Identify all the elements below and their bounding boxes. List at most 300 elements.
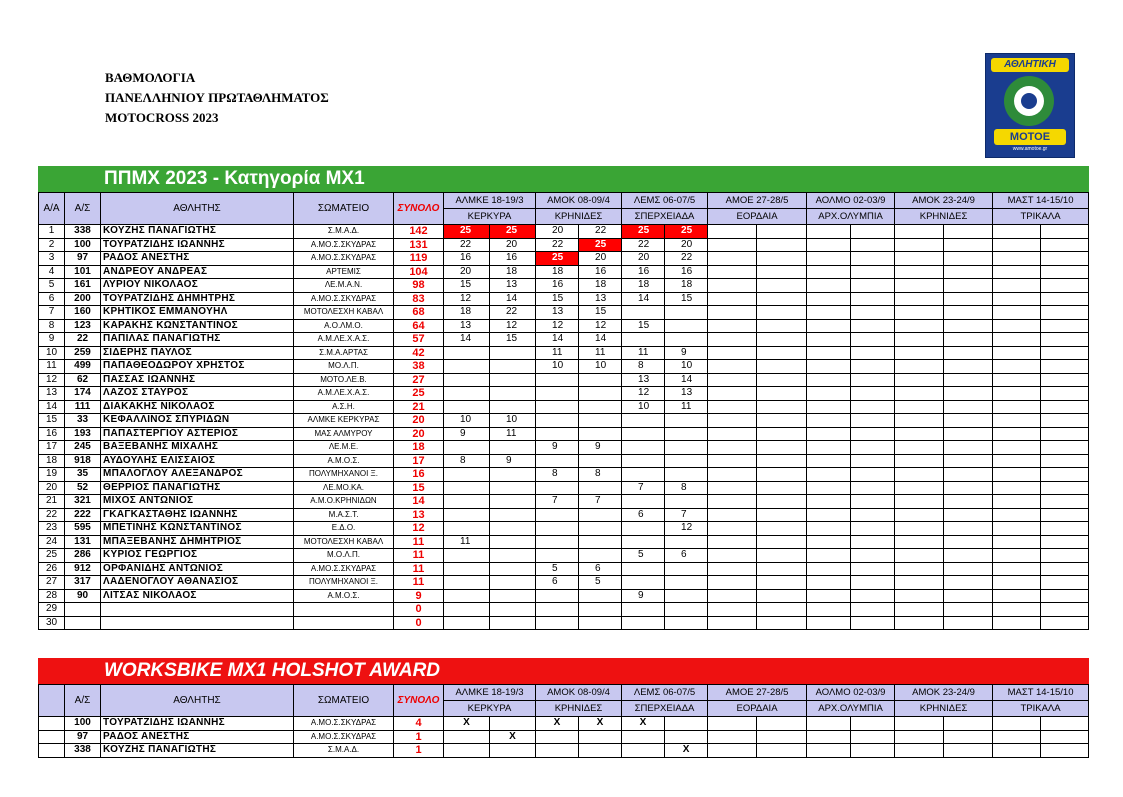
row-race-score xyxy=(579,508,622,522)
row-empty-score xyxy=(708,468,757,482)
row-race-number: 499 xyxy=(65,360,101,374)
row-race-score: 11 xyxy=(490,427,536,441)
row-race-score: 25 xyxy=(536,252,579,266)
header-round-name: ΑΟΛΜΟ 02-03/9 xyxy=(807,685,895,701)
standings-row xyxy=(39,333,1089,347)
row-empty-score xyxy=(851,427,895,441)
row-empty-score xyxy=(895,400,944,414)
row-race-score xyxy=(622,562,665,576)
row-race-score xyxy=(536,616,579,630)
row-race-score xyxy=(622,495,665,509)
row-race-number: 912 xyxy=(65,562,101,576)
standings-row xyxy=(39,481,1089,495)
row-total: 9 xyxy=(394,589,444,603)
row-empty-score xyxy=(807,549,851,563)
row-club xyxy=(294,616,394,630)
row-empty-score xyxy=(851,414,895,428)
row-empty-score xyxy=(944,279,993,293)
row-empty-score xyxy=(895,346,944,360)
row-empty-score xyxy=(895,468,944,482)
row-empty-score xyxy=(807,306,851,320)
row-race-score: 20 xyxy=(444,265,490,279)
row-race-score: 14 xyxy=(622,292,665,306)
row-race-score xyxy=(579,522,622,536)
row-empty-score xyxy=(1041,333,1089,347)
row-empty-score xyxy=(944,603,993,617)
row-athlete-name: ΛΥΡΙΟΥ ΝΙΚΟΛΑΟΣ xyxy=(101,279,294,293)
row-position: 27 xyxy=(39,576,65,590)
row-empty-mark xyxy=(993,717,1041,731)
row-race-score xyxy=(490,495,536,509)
standings-row xyxy=(39,373,1089,387)
row-race-score xyxy=(490,535,536,549)
row-empty-score xyxy=(807,441,851,455)
row-athlete-name: ΠΑΠΑΘΕΟΔΩΡΟΥ ΧΡΗΣΤΟΣ xyxy=(101,360,294,374)
mx1-banner: ΠΠΜΧ 2023 - Κατηγορία MX1 xyxy=(38,166,1089,192)
row-race-number: 595 xyxy=(65,522,101,536)
row-club: ΛΕ.ΜΟ.ΚΑ. xyxy=(294,481,394,495)
header-round-venue: ΚΕΡΚΥΡΑ xyxy=(444,701,536,717)
row-race-score: 10 xyxy=(665,360,708,374)
row-empty-mark xyxy=(895,730,944,744)
row-race-number: 321 xyxy=(65,495,101,509)
row-empty-score xyxy=(757,535,807,549)
row-empty-score xyxy=(895,360,944,374)
row-club: Α.ΜΟ.Σ.ΣΚΥΔΡΑΣ xyxy=(294,730,394,744)
row-empty-score xyxy=(993,306,1041,320)
row-empty-score xyxy=(708,238,757,252)
row-empty-score xyxy=(757,454,807,468)
row-race-score xyxy=(536,535,579,549)
row-holeshot-mark xyxy=(536,730,579,744)
row-empty-score xyxy=(708,576,757,590)
row-race-score: 5 xyxy=(536,562,579,576)
row-athlete-name: ΑΥΔΟΥΛΗΣ ΕΛΙΣΣΑΙΟΣ xyxy=(101,454,294,468)
row-race-score: 22 xyxy=(665,252,708,266)
row-position: 19 xyxy=(39,468,65,482)
row-total: 4 xyxy=(394,717,444,731)
header-round-name: ΑΜΟΚ 08-09/4 xyxy=(536,685,622,701)
header-round-venue: ΑΡΧ.ΟΛΥΜΠΙΑ xyxy=(807,701,895,717)
standings-row xyxy=(39,549,1089,563)
row-race-score xyxy=(622,535,665,549)
row-empty-score xyxy=(708,265,757,279)
row-empty-score xyxy=(757,427,807,441)
row-empty-score xyxy=(1041,400,1089,414)
header-athlete: ΑΘΛΗΤΗΣ xyxy=(101,193,294,225)
standings-row xyxy=(39,414,1089,428)
row-race-score xyxy=(444,468,490,482)
row-empty-score xyxy=(1041,603,1089,617)
row-race-score xyxy=(579,400,622,414)
row-empty-score xyxy=(944,454,993,468)
row-race-score xyxy=(622,333,665,347)
row-total: 25 xyxy=(394,387,444,401)
row-race-score: 12 xyxy=(665,522,708,536)
header-round-name: ΜΑΣΤ 14-15/10 xyxy=(993,193,1089,209)
row-empty-score xyxy=(851,319,895,333)
row-race-score: 9 xyxy=(622,589,665,603)
doc-title-line: ΠΑΝΕΛΛΗΝΙΟΥ ΠΡΩΤΑΘΛΗΜΑΤΟΣ xyxy=(105,90,329,105)
row-empty-score xyxy=(1041,414,1089,428)
row-empty-score xyxy=(944,589,993,603)
row-empty-score xyxy=(851,238,895,252)
row-empty-score xyxy=(993,441,1041,455)
standings-row xyxy=(39,495,1089,509)
row-race-number: 918 xyxy=(65,454,101,468)
row-race-score: 6 xyxy=(536,576,579,590)
row-empty-score xyxy=(708,360,757,374)
row-empty-score xyxy=(851,589,895,603)
row-empty-score xyxy=(895,373,944,387)
row-race-score: 8 xyxy=(665,481,708,495)
row-empty-mark xyxy=(708,744,757,758)
row-empty-mark xyxy=(895,744,944,758)
row-athlete-name: ΜΙΧΟΣ ΑΝΤΩΝΙΟΣ xyxy=(101,495,294,509)
row-athlete-name: ΛΑΔΕΝΟΓΛΟΥ ΑΘΑΝΑΣΙΟΣ xyxy=(101,576,294,590)
row-race-score xyxy=(490,522,536,536)
row-empty-score xyxy=(807,576,851,590)
row-empty-score xyxy=(807,373,851,387)
row-race-score xyxy=(444,589,490,603)
row-race-score xyxy=(444,400,490,414)
standings-row xyxy=(39,535,1089,549)
row-race-number: 338 xyxy=(65,744,101,758)
row-athlete-name: ΒΑΞΕΒΑΝΗΣ ΜΙΧΑΛΗΣ xyxy=(101,441,294,455)
row-empty-score xyxy=(993,589,1041,603)
row-race-score: 18 xyxy=(536,265,579,279)
row-empty-score xyxy=(757,319,807,333)
row-race-number: 90 xyxy=(65,589,101,603)
row-race-score xyxy=(444,562,490,576)
row-race-number: 35 xyxy=(65,468,101,482)
standings-row xyxy=(39,454,1089,468)
row-race-score: 18 xyxy=(579,279,622,293)
row-race-score xyxy=(622,306,665,320)
row-total: 131 xyxy=(394,238,444,252)
row-position: 16 xyxy=(39,427,65,441)
header-round-name: ΑΜΟΚ 23-24/9 xyxy=(895,193,993,209)
row-club: Α.ΜΟ.Σ.ΣΚΥΔΡΑΣ xyxy=(294,252,394,266)
row-race-score xyxy=(665,306,708,320)
row-empty-score xyxy=(944,225,993,239)
row-empty-score xyxy=(993,265,1041,279)
row-total: 17 xyxy=(394,454,444,468)
row-empty-score xyxy=(895,319,944,333)
row-empty-score xyxy=(708,279,757,293)
logo-bottom-text: ΜΟΤΟΕ xyxy=(994,129,1066,145)
row-race-score: 6 xyxy=(622,508,665,522)
row-race-number: 160 xyxy=(65,306,101,320)
row-position: 28 xyxy=(39,589,65,603)
standings-row xyxy=(39,508,1089,522)
row-empty-score xyxy=(807,589,851,603)
row-race-score xyxy=(444,549,490,563)
row-empty-score xyxy=(807,562,851,576)
row-total: 11 xyxy=(394,535,444,549)
standings-row xyxy=(39,279,1089,293)
row-empty-score xyxy=(1041,441,1089,455)
row-athlete-name: ΟΡΦΑΝΙΔΗΣ ΑΝΤΩΝΙΟΣ xyxy=(101,562,294,576)
row-total: 42 xyxy=(394,346,444,360)
row-empty-score xyxy=(708,319,757,333)
row-empty-mark xyxy=(1041,717,1089,731)
row-empty-score xyxy=(1041,373,1089,387)
standings-row xyxy=(39,400,1089,414)
row-empty-score xyxy=(851,549,895,563)
row-empty-score xyxy=(1041,535,1089,549)
holeshot-table xyxy=(38,684,1089,758)
row-empty-score xyxy=(1041,549,1089,563)
header-total: ΣΥΝΟΛΟ xyxy=(394,193,444,225)
holeshot-section xyxy=(38,658,1089,758)
row-empty-score xyxy=(944,481,993,495)
row-empty-score xyxy=(895,292,944,306)
row-race-score: 25 xyxy=(622,225,665,239)
row-empty-score xyxy=(993,481,1041,495)
row-total: 104 xyxy=(394,265,444,279)
row-race-score xyxy=(579,603,622,617)
row-empty-score xyxy=(851,576,895,590)
row-athlete-name: ΑΝΔΡΕΟΥ ΑΝΔΡΕΑΣ xyxy=(101,265,294,279)
row-club: ΑΛΜΚΕ ΚΕΡΚΥΡΑΣ xyxy=(294,414,394,428)
row-race-number: 259 xyxy=(65,346,101,360)
header-round-venue: ΚΡΗΝΙΔΕΣ xyxy=(536,701,622,717)
header-round-venue: ΕΟΡΔΑΙΑ xyxy=(708,209,807,225)
row-club: ΜΟΤΟΛΕΣΧΗ ΚΑΒΑΛ xyxy=(294,535,394,549)
header-round-venue: ΚΕΡΚΥΡΑ xyxy=(444,209,536,225)
row-empty-score xyxy=(851,468,895,482)
row-empty-score xyxy=(807,360,851,374)
row-empty-score xyxy=(944,468,993,482)
row-empty-score xyxy=(757,333,807,347)
row-race-number: 100 xyxy=(65,238,101,252)
row-total: 83 xyxy=(394,292,444,306)
row-total: 15 xyxy=(394,481,444,495)
row-empty-mark xyxy=(708,730,757,744)
row-race-score xyxy=(490,481,536,495)
header-round-venue: ΚΡΗΝΙΔΕΣ xyxy=(895,209,993,225)
row-race-score xyxy=(536,400,579,414)
row-race-score: 10 xyxy=(536,360,579,374)
standings-row xyxy=(39,616,1089,630)
row-holeshot-mark: X xyxy=(444,717,490,731)
row-empty-score xyxy=(944,562,993,576)
doc-title-line: ΒΑΘΜΟΛΟΓΙΑ xyxy=(105,70,196,85)
row-empty-score xyxy=(993,319,1041,333)
row-position: 22 xyxy=(39,508,65,522)
row-athlete-name: ΤΟΥΡΑΤΖΙΔΗΣ ΙΩΑΝΝΗΣ xyxy=(101,238,294,252)
row-empty-score xyxy=(895,252,944,266)
row-race-score xyxy=(579,481,622,495)
row-race-score xyxy=(444,387,490,401)
row-empty-score xyxy=(944,360,993,374)
row-athlete-name: ΚΑΡΑΚΗΣ ΚΩΝΣΤΑΝΤΙΝΟΣ xyxy=(101,319,294,333)
row-position: 13 xyxy=(39,387,65,401)
row-race-score: 9 xyxy=(579,441,622,455)
row-race-score xyxy=(622,522,665,536)
row-empty-score xyxy=(944,508,993,522)
row-race-score: 5 xyxy=(622,549,665,563)
row-club: ΜΟΤΟ.ΛΕ.Β. xyxy=(294,373,394,387)
row-club: ΜΟΤΟΛΕΣΧΗ ΚΑΒΑΛ xyxy=(294,306,394,320)
row-holeshot-mark xyxy=(490,744,536,758)
standings-row xyxy=(39,576,1089,590)
row-race-number: 97 xyxy=(65,252,101,266)
row-empty-score xyxy=(944,346,993,360)
row-race-score: 22 xyxy=(490,306,536,320)
row-race-score xyxy=(622,576,665,590)
header-round-name: ΑΛΜΚΕ 18-19/3 xyxy=(444,685,536,701)
row-empty-score xyxy=(708,441,757,455)
row-empty-score xyxy=(757,481,807,495)
row-empty-score xyxy=(895,414,944,428)
row-club: Α.ΜΟ.Σ.ΣΚΥΔΡΑΣ xyxy=(294,562,394,576)
row-race-score xyxy=(536,373,579,387)
row-empty-score xyxy=(993,454,1041,468)
row-empty-score xyxy=(895,522,944,536)
row-holeshot-mark xyxy=(444,744,490,758)
row-holeshot-mark xyxy=(536,744,579,758)
row-race-score: 20 xyxy=(665,238,708,252)
row-position: 14 xyxy=(39,400,65,414)
row-race-number: 111 xyxy=(65,400,101,414)
row-athlete-name: ΜΠΑΛΟΓΛΟΥ ΑΛΕΞΑΝΔΡΟΣ xyxy=(101,468,294,482)
row-empty-score xyxy=(851,481,895,495)
row-position: 11 xyxy=(39,360,65,374)
standings-row xyxy=(39,319,1089,333)
row-race-score: 20 xyxy=(536,225,579,239)
row-race-number: 101 xyxy=(65,265,101,279)
row-empty-score xyxy=(993,427,1041,441)
row-empty-score xyxy=(708,346,757,360)
row-empty-score xyxy=(895,589,944,603)
row-athlete-name: ΘΕΡΡΙΟΣ ΠΑΝΑΓΙΩΤΗΣ xyxy=(101,481,294,495)
row-race-score xyxy=(622,414,665,428)
row-holeshot-mark xyxy=(665,730,708,744)
row-position: 5 xyxy=(39,279,65,293)
row-race-score: 14 xyxy=(444,333,490,347)
header-as: Α/Σ xyxy=(65,193,101,225)
row-race-score: 25 xyxy=(665,225,708,239)
row-race-score: 15 xyxy=(622,319,665,333)
row-empty-score xyxy=(1041,576,1089,590)
row-empty-mark xyxy=(757,730,807,744)
row-empty-score xyxy=(944,252,993,266)
row-empty-mark xyxy=(708,717,757,731)
row-race-score xyxy=(622,468,665,482)
header-athlete: ΑΘΛΗΤΗΣ xyxy=(101,685,294,717)
row-empty-mark xyxy=(895,717,944,731)
row-empty-score xyxy=(851,306,895,320)
row-race-score xyxy=(536,427,579,441)
row-empty-score xyxy=(807,495,851,509)
row-empty-score xyxy=(895,279,944,293)
header-round-venue: ΚΡΗΝΙΔΕΣ xyxy=(536,209,622,225)
row-empty-score xyxy=(851,252,895,266)
row-empty-score xyxy=(807,319,851,333)
standings-row xyxy=(39,603,1089,617)
logo-emblem-icon xyxy=(1004,76,1054,126)
row-empty-score xyxy=(1041,346,1089,360)
standings-row xyxy=(39,589,1089,603)
header-aa: Α/Α xyxy=(39,193,65,225)
row-club: Σ.Μ.Α.ΑΡΤΑΣ xyxy=(294,346,394,360)
row-athlete-name: ΚΡΗΤΙΚΟΣ ΕΜΜΑΝΟΥΗΛ xyxy=(101,306,294,320)
row-position: 1 xyxy=(39,225,65,239)
row-empty-score xyxy=(993,346,1041,360)
row-empty-score xyxy=(1041,481,1089,495)
holeshot-row xyxy=(39,717,1089,731)
standings-row xyxy=(39,468,1089,482)
row-empty-score xyxy=(708,252,757,266)
row-empty-score xyxy=(895,616,944,630)
row-race-number: 338 xyxy=(65,225,101,239)
row-race-score: 7 xyxy=(622,481,665,495)
doc-title-line: MOTOCROSS 2023 xyxy=(105,110,219,125)
row-race-score: 11 xyxy=(579,346,622,360)
row-race-number: 161 xyxy=(65,279,101,293)
row-race-number xyxy=(65,603,101,617)
row-empty-score xyxy=(851,603,895,617)
row-empty-score xyxy=(757,238,807,252)
row-race-score xyxy=(536,387,579,401)
header-round-venue: ΑΡΧ.ΟΛΥΜΠΙΑ xyxy=(807,209,895,225)
row-empty-score xyxy=(851,508,895,522)
row-holeshot-mark xyxy=(622,730,665,744)
header-round-name: ΑΜΟΕ 27-28/5 xyxy=(708,193,807,209)
row-holeshot-mark xyxy=(579,744,622,758)
row-race-score: 20 xyxy=(579,252,622,266)
row-empty-score xyxy=(757,373,807,387)
row-race-score xyxy=(490,562,536,576)
row-position: 15 xyxy=(39,414,65,428)
standings-row xyxy=(39,427,1089,441)
row-race-score xyxy=(536,414,579,428)
row-holeshot-mark: X xyxy=(622,717,665,731)
row-empty-score xyxy=(993,225,1041,239)
header-club: ΣΩΜΑΤΕΙΟ xyxy=(294,193,394,225)
row-athlete-name: ΛΑΖΟΣ ΣΤΑΥΡΟΣ xyxy=(101,387,294,401)
row-empty-score xyxy=(1041,454,1089,468)
row-race-score: 25 xyxy=(444,225,490,239)
row-empty-score xyxy=(807,481,851,495)
header-round-name: ΑΟΛΜΟ 02-03/9 xyxy=(807,193,895,209)
row-empty-score xyxy=(851,292,895,306)
row-athlete-name: ΓΚΑΓΚΑΣΤΑΘΗΣ ΙΩΑΝΝΗΣ xyxy=(101,508,294,522)
standings-row xyxy=(39,292,1089,306)
row-empty-mark xyxy=(851,717,895,731)
header-round-venue: ΤΡΙΚΑΛΑ xyxy=(993,209,1089,225)
row-athlete-name: ΠΑΠΙΛΑΣ ΠΑΝΑΓΙΩΤΗΣ xyxy=(101,333,294,347)
row-empty-score xyxy=(851,279,895,293)
row-position: 25 xyxy=(39,549,65,563)
row-race-score: 16 xyxy=(579,265,622,279)
row-race-score xyxy=(536,589,579,603)
row-race-score xyxy=(665,427,708,441)
row-empty-score xyxy=(895,387,944,401)
row-total: 18 xyxy=(394,441,444,455)
row-total: 98 xyxy=(394,279,444,293)
row-empty-score xyxy=(1041,279,1089,293)
row-race-number: 286 xyxy=(65,549,101,563)
row-empty-score xyxy=(757,603,807,617)
row-athlete-name: ΤΟΥΡΑΤΖΙΔΗΣ ΔΗΜΗΤΡΗΣ xyxy=(101,292,294,306)
row-position: 10 xyxy=(39,346,65,360)
row-empty-score xyxy=(944,400,993,414)
row-empty-score xyxy=(757,562,807,576)
header-round-venue: ΤΡΙΚΑΛΑ xyxy=(993,701,1089,717)
